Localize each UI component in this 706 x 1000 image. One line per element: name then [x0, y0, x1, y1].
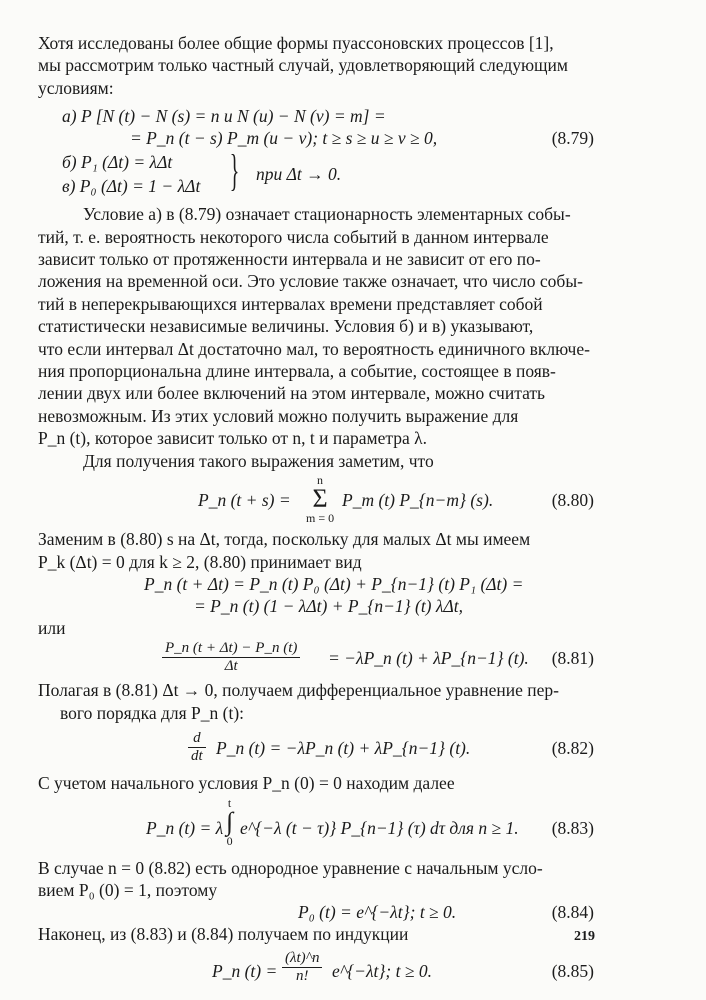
derivation-line1: P_n (t + Δt) = P_n (t) P₀ (Δt) + P_{n−1} (t) P₁ (Δt) =: [144, 573, 524, 594]
text-line: ния пропорциональна длине интервала, а событие, состоящее в появ-: [38, 361, 556, 382]
equation-number-8-80: (8.80): [551, 490, 594, 511]
paragraph-induction: Наконец, из (8.83) и (8.84) получаем по индукции: [38, 924, 409, 945]
paragraph-intro: [38, 32, 594, 99]
equation-number-8-83: (8.83): [551, 817, 594, 838]
text-line: вого порядка для P_n (t):: [60, 702, 245, 723]
brace-symbol: }: [229, 146, 240, 196]
equation-number-8-79: (8.79): [551, 128, 594, 149]
text-line: Хотя исследованы более общие формы пуассоновских процессов [1],: [38, 33, 554, 53]
page-body: [38, 32, 594, 994]
fraction: $\frac{P\_n (t + \Delta t) - P\_n (t)}{\Delta t}$: [162, 640, 300, 675]
condition-limit: при Δt → 0.: [256, 164, 342, 185]
equation-number-8-82: (8.82): [551, 738, 594, 759]
equation-8-80: P_n (t + s) = n Σ m = 0 P_m (t) P_{n−m} (s). (8.80): [198, 473, 594, 526]
text-line: лении двух или более включений на этом интервале, можно считать: [38, 383, 546, 404]
paragraph-lead-in: Для получения такого выражения заметим, что: [83, 450, 434, 471]
text-line: невозможным. Из этих условий можно получить выражение для: [38, 405, 519, 426]
text-line: ложения на временной оси. Это условие также означает, что число собы-: [38, 271, 583, 292]
condition-a-line2: = P_n (t − s) P_m (u − v); t ≥ s ≥ u ≥ v ≥ 0, (8.79): [130, 128, 594, 149]
text-line: В случае n = 0 (8.82) есть однородное уравнение с начальным усло-: [38, 857, 543, 878]
condition-b: б) P₁ (Δt) = λΔt: [62, 152, 173, 173]
text-line: P_k (Δt) = 0 для k ≥ 2, (8.80) принимает вид: [38, 551, 362, 572]
text-line: что если интервал Δt достаточно мал, то вероятность единичного включе-: [38, 338, 590, 359]
paragraph-substitution: [38, 528, 594, 573]
paragraph-limit: [38, 679, 594, 724]
text-line: статистически независимые величины. Условия б) и в) указывают,: [38, 316, 534, 337]
text-line: зависит только от протяженности интервала и не зависит от его по-: [38, 249, 541, 270]
derivation-line2: = P_n (t) (1 − λΔt) + P_{n−1} (t) λΔt,: [194, 595, 463, 616]
word-or: или: [38, 617, 66, 638]
equation-number-8-81: (8.81): [551, 648, 594, 669]
equation-number-8-84: (8.84): [551, 902, 594, 923]
text-line: Полагая в (8.81) Δt → 0, получаем дифференциальное уравнение пер-: [38, 680, 559, 701]
equation-8-82: $\frac{d}{dt}$ P_n (t) = −λP_n (t) + λP_{n−1} (t). (8.82): [38, 724, 594, 772]
equation-number-8-85: (8.85): [551, 960, 594, 981]
fraction: $\frac{(\lambda t)\^{}n}{n!}$: [282, 950, 322, 985]
equation-8-85: P_n (t) = $\frac{(\lambda t)\^{}n}{n!}$ e^{−λt}; t ≥ 0. (8.85): [212, 949, 594, 984]
text-line: вием P₀ (0) = 1, поэтому: [38, 879, 218, 900]
text-line: Заменим в (8.80) s на Δt, тогда, поскольку для малых Δt мы имеем: [38, 529, 531, 550]
sum-symbol: n Σ m = 0: [306, 473, 335, 526]
text-line: тий, т. е. вероятность некоторого числа событий в данном интервале: [38, 226, 549, 247]
equation-8-83: P_n (t) = λ t ∫ 0 e^{−λ (t − τ)} P_{n−1} (τ) dτ для n ≥ 1. (8.83): [146, 795, 594, 848]
equation-8-81: $\frac{P\_n (t + \Delta t) - P\_n (t)}{\Delta t}$ = −λP_n (t) + λP_{n−1} (t). (8.81): [38, 639, 594, 679]
equation-8-84: P₀ (t) = e^{−λt}; t ≥ 0. (8.84): [298, 902, 594, 923]
text-line: мы рассмотрим только частный случай, удовлетворяющий следующим: [38, 55, 568, 76]
text-line: P_n (t), которое зависит только от n, t и параметра λ.: [38, 428, 428, 449]
paragraph-initial-condition: С учетом начального условия P_n (0) = 0 находим далее: [38, 773, 455, 794]
text-line: условиям:: [38, 77, 114, 98]
text-line: тий в неперекрывающихся интервалах времени представляет собой: [38, 293, 543, 314]
conditions-b-v: [38, 146, 594, 197]
condition-v: в) P₀ (Δt) = 1 − λΔt: [62, 176, 201, 197]
paragraph-homogeneous: [38, 857, 594, 902]
text-line: Условие а) в (8.79) означает стационарность элементарных собы-: [83, 204, 571, 225]
condition-a-line1: а) P [N (t) − N (s) = n и N (u) − N (v) = m] =: [62, 106, 386, 127]
derivative-fraction: $\frac{d}{dt}$: [188, 730, 206, 765]
integral-symbol: t ∫ 0: [226, 795, 234, 848]
page-number: 219: [574, 929, 595, 944]
paragraph-conditions-explained: [38, 203, 594, 449]
